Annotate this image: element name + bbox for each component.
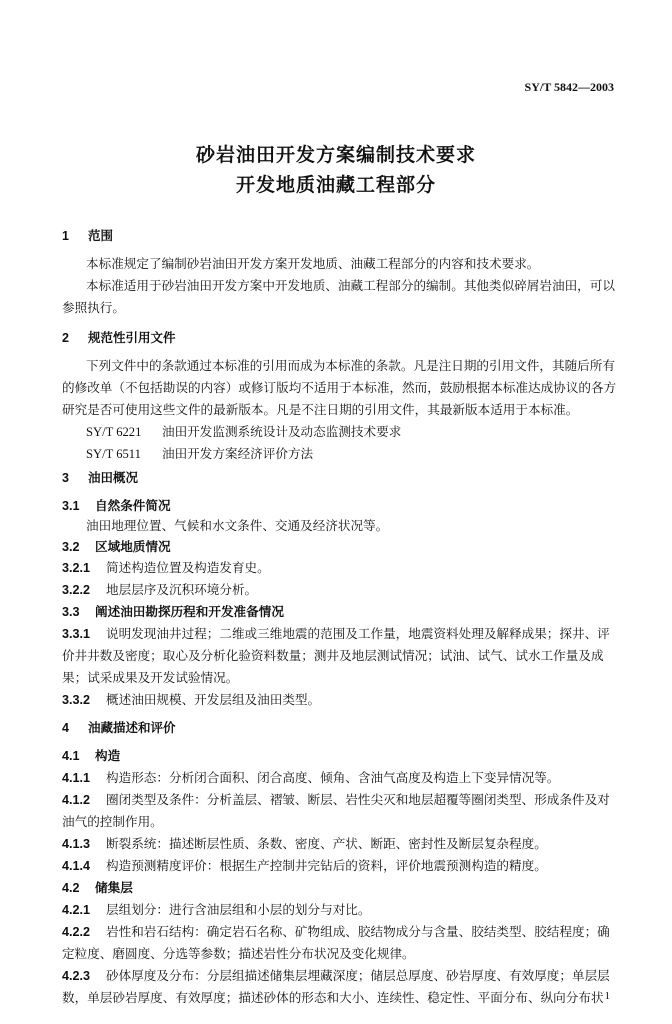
section-1-para1: 本标准规定了编制砂岩油田开发方案开发地质、油藏工程部分的内容和技术要求。 (86, 256, 540, 271)
document-title-line1: 砂岩油田开发方案编制技术要求 (195, 144, 476, 166)
clause-4-1-4: 4.1.4 构造预测精度评价：根据生产控制井完钻后的资料，评价地震预测构造的精度。 (62, 858, 547, 873)
standard-number: SY/T 5842—2003 (524, 80, 614, 94)
clause-3-3-1-line1: 3.3.1 说明发现油井过程；二维或三维地震的范围及工作量，地震资料处理及解释成果；探井、评 (62, 626, 610, 641)
clause-4-1-3: 4.1.3 断裂系统：描述断层性质、条数、密度、产状、断距、密封性及断层复杂程度。 (62, 836, 547, 851)
clause-4-2-1: 4.2.1 层组划分：进行含油层组和小层的划分与对比。 (62, 902, 371, 917)
clause-3-2-2: 3.2.2 地层层序及沉积环境分析。 (62, 582, 258, 597)
section-1-heading: 1 范围 (62, 228, 114, 243)
reference-item: SY/T 6511 油田开发方案经济评价方法 (86, 446, 314, 461)
clause-3-1-text: 油田地理位置、气候和水文条件、交通及经济状况等。 (86, 518, 389, 533)
page-number: 1 (604, 990, 610, 1002)
clause-4-2-2-line2: 定粒度、磨圆度、分选等参数；描述岩性分布状况及变化规律。 (62, 946, 415, 961)
clause-4-2-2-line1: 4.2.2 岩性和岩石结构：确定岩石名称、矿物组成、胶结物成分与含量、胶结类型、胶结程度；确 (62, 924, 610, 939)
clause-4-1-2-line1: 4.1.2 圈闭类型及条件：分析盖层、褶皱、断层、岩性尖灭和地层超覆等圈闭类型、形成条件及对 (62, 792, 610, 807)
section-1-para2-line1: 本标准适用于砂岩油田开发方案中开发地质、油藏工程部分的编制。其他类似碎屑岩油田，可以 (86, 278, 615, 293)
section-2-para-line3: 研究是否可使用这些文件的最新版本。凡是不注日期的引用文件，其最新版本适用于本标准。 (62, 402, 579, 417)
clause-3-3-heading: 3.3 阐述油田勘探历程和开发准备情况 (62, 604, 284, 619)
clause-3-2-1: 3.2.1 简述构造位置及构造发育史。 (62, 560, 270, 575)
clause-3-3-2: 3.3.2 概述油田规模、开发层组及油田类型。 (62, 692, 321, 707)
clause-3-3-1-line3: 果；试采成果及开发试验情况。 (62, 670, 239, 685)
clause-3-1-heading: 3.1 自然条件简况 (62, 498, 171, 513)
clause-4-2-heading: 4.2 储集层 (62, 880, 133, 895)
clause-4-1-2-line2: 油气的控制作用。 (62, 814, 163, 829)
clause-3-3-1-line2: 价井井数及密度；取心及分析化验资料数量；测井及地层测试情况；试油、试气、试水工作量及成 (62, 648, 604, 663)
section-3-heading: 3 油田概况 (62, 470, 139, 485)
reference-item: SY/T 6221 油田开发监测系统设计及动态监测技术要求 (86, 424, 402, 439)
clause-4-2-3-line2: 数，单层砂岩厚度、有效厚度；描述砂体的形态和大小、连续性、稳定性、平面分布、纵向分布状 (62, 990, 604, 1005)
clause-3-2-heading: 3.2 区域地质情况 (62, 539, 171, 554)
section-1-para2-line2: 参照执行。 (62, 300, 125, 315)
clause-4-1-heading: 4.1 构造 (62, 748, 121, 763)
document-title-line2: 开发地质油藏工程部分 (235, 174, 436, 196)
clause-4-1-1: 4.1.1 构造形态：分析闭合面积、闭合高度、倾角、含油气高度及构造上下变异情况等。 (62, 770, 560, 785)
section-4-heading: 4 油藏描述和评价 (62, 720, 176, 735)
section-2-para-line2: 的修改单（不包括勘误的内容）或修订版均不适用于本标准，然而，鼓励根据本标准达成协议的各方 (62, 380, 617, 395)
section-2-para-line1: 下列文件中的条款通过本标准的引用而成为本标准的条款。凡是注日期的引用文件，其随后所有 (86, 358, 615, 373)
section-2-heading: 2 规范性引用文件 (62, 330, 176, 345)
clause-4-2-3-line1: 4.2.3 砂体厚度及分布：分层组描述储集层埋藏深度；储层总厚度、砂岩厚度、有效厚度；单层层 (62, 968, 610, 983)
